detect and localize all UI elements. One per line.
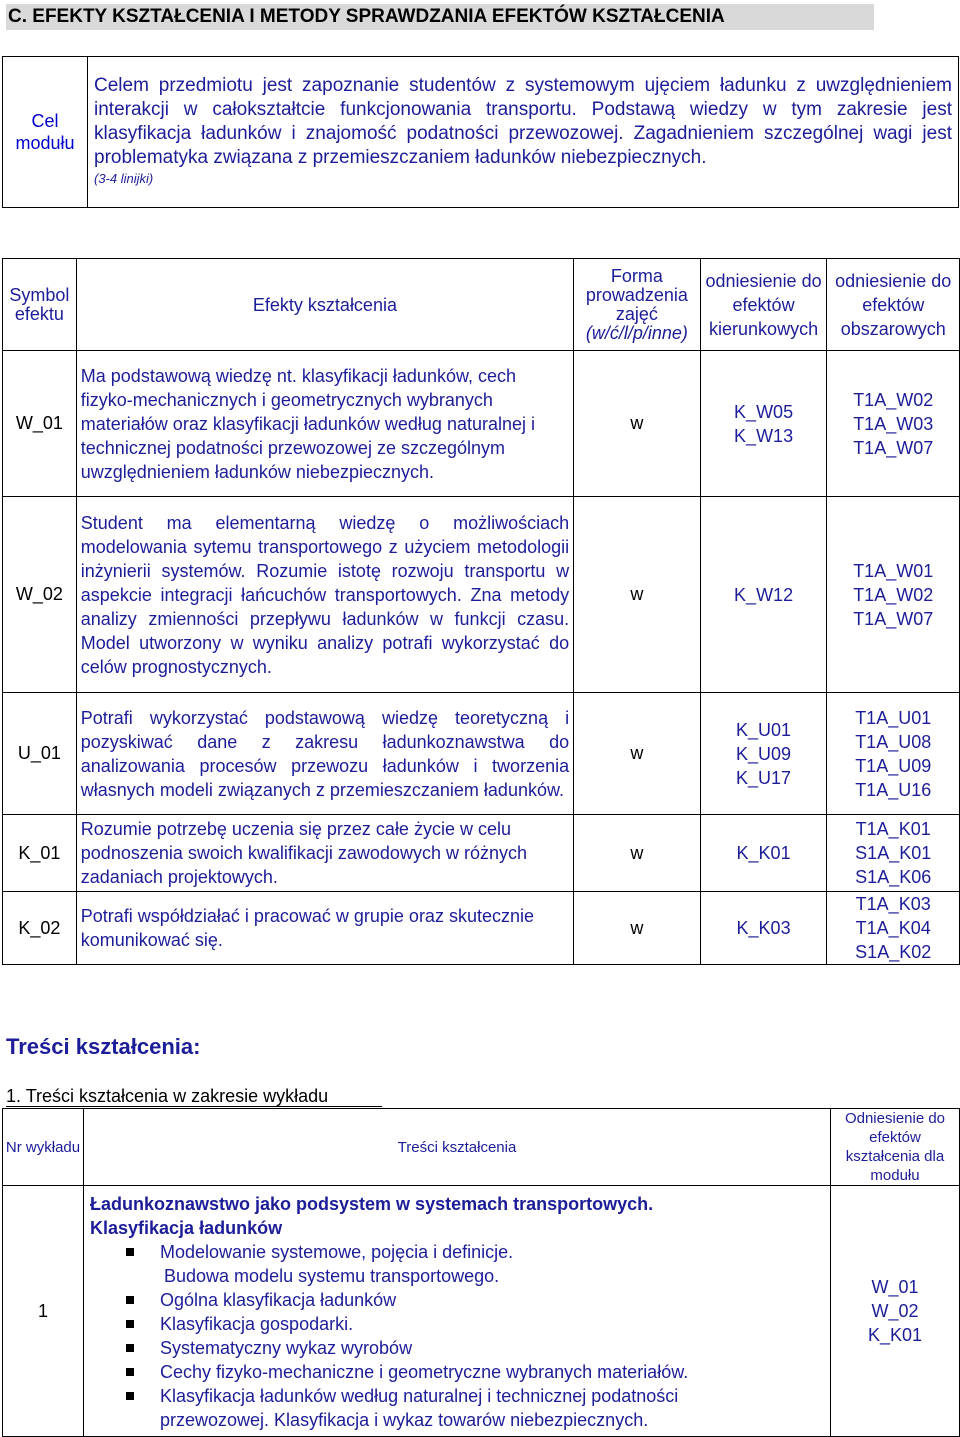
outcome-text: Potrafi wykorzystać podstawową wiedzę teoretyczną i pozyskiwać dane z zakresu ładunkoznawstwa do analizowania procesów przewozu ładunków i tworzenia własnych modeli związanych z przemieszczaniem ładunków. [76,693,573,815]
obs-item: T1A_W01 [853,560,934,581]
outcome-text: Ma podstawową wiedzę nt. klasyfikacji ładunków, cech fizyko-mechanicznych i geometrycznych wybranych materiałów oraz klasyfikacji ładunków według naturalnej i technicznej podatności przewozowej ze szczególnym uwzględnieniem ładunków niebezpiecznych. [76,351,573,497]
outcome-symbol: K_02 [3,892,77,965]
outcome-symbol: U_01 [3,693,77,815]
lecture-item [90,1264,824,1288]
obs-item: T1A_K01 [855,819,931,839]
outcome-symbol: W_02 [3,497,77,693]
outcome-form: w [574,693,701,815]
header-ref: Odniesienie do efektów kształcenia dla modułu [831,1109,960,1186]
outcomes-table [2,258,960,965]
lecture-nr: 1 [3,1186,84,1437]
kier-item: K_W12 [734,584,794,605]
outcomes-header-row [3,259,960,351]
outcome-row [3,815,960,892]
outcome-kier [700,892,827,965]
lecture-item [90,1240,824,1264]
obs-item: T1A_U01 [855,707,932,728]
obs-item: T1A_W07 [853,608,934,629]
lecture-table [2,1108,960,1437]
outcome-text: Student ma elementarną wiedzę o możliwościach modelowania sytemu transportowego z użyciem metodologii inżynierii systemów. Rozumie istotę rozwoju transportu w aspekcie integracji łańcuchów transportowych. Zna metody analizy zmienności przepływu ładunków w funkcji czasu. Model utworzony w wyniku analizy potrafi wykorzystać do celów prognostycznych. [76,497,573,693]
kier-item: K_W05 [734,401,794,422]
lecture-item [90,1384,824,1408]
goal-text: Celem przedmiotu jest zapoznanie studentów z systemowym ujęciem ładunku z uwzględnieniem interakcji w całokształtcie funkcjonowania transportu. Podstawą wiedzy w tym zakresie jest klasyfikacja ładunków i znajomość podatności przewozowej. Zagadnieniem szczególnej wagi jest problematyka związana z przemieszczaniem ładunków niebezpiecznych. [94,75,952,168]
header-effects: Efekty kształcenia [76,259,573,351]
lecture-item-text: Modelowanie systemowe, pojęcia i definicje. [160,1242,514,1262]
lecture-item-text: przewozowej. Klasyfikacja i wykaz towarów niebezpiecznych. [160,1410,649,1430]
obs-item: S1A_K06 [855,867,932,887]
outcome-row [3,892,960,965]
outcome-symbol: W_01 [3,351,77,497]
outcome-row [3,693,960,815]
outcome-form: w [574,815,701,892]
outcome-form: w [574,497,701,693]
obs-item: T1A_U16 [855,779,932,800]
lecture-refs [831,1186,960,1437]
obs-item: T1A_W07 [853,437,934,458]
bullet-icon [126,1368,134,1376]
outcome-kier [700,351,827,497]
outcome-text: Rozumie potrzebę uczenia się przez całe życie w celu podnoszenia swoich kwalifikacji zawodowych w różnych zadaniach projektowych. [76,815,573,892]
header-form-hint: (w/ć/l/p/inne) [585,322,688,343]
bullet-icon [126,1248,134,1256]
outcome-row [3,497,960,693]
obs-item: T1A_W03 [853,413,934,434]
outcome-obs [827,693,960,815]
lecture-item-text: Klasyfikacja gospodarki. [160,1314,354,1334]
kier-item: K_W13 [734,425,794,446]
lecture-item-text: Klasyfikacja ładunków według naturalnej i technicznej podatności [160,1386,679,1406]
lecture-row [3,1186,960,1437]
header-kier: odniesienie do efektów kierunkowych [700,259,827,351]
ref-item: W_02 [871,1301,919,1321]
ref-item: W_01 [871,1277,919,1297]
tresci-underline [6,1106,382,1107]
lecture-item-text: Cechy fizyko-mechaniczne i geometryczne wybranych materiałów. [160,1362,689,1382]
outcome-kier [700,815,827,892]
outcome-kier [700,497,827,693]
lecture-header-row [3,1109,960,1186]
kier-item: K_U01 [736,719,792,740]
outcome-text: Potrafi współdziałać i pracować w grupie oraz skutecznie komunikować się. [76,892,573,965]
goal-table [2,56,959,208]
kier-item: K_K03 [736,918,791,938]
obs-item: T1A_U08 [855,731,932,752]
outcome-obs [827,892,960,965]
tresci-subtitle: 1. Treści kształcenia w zakresie wykładu [6,1086,329,1106]
outcome-obs [827,815,960,892]
lecture-item [90,1360,824,1384]
outcome-obs [827,497,960,693]
kier-item: K_K01 [736,843,791,863]
lecture-item-text: Systematyczny wykaz wyrobów [160,1338,413,1358]
header-symbol: Symbol efektu [3,259,77,351]
header-form [574,259,701,351]
outcome-form: w [574,892,701,965]
header-nr: Nr wykładu [3,1109,84,1186]
goal-label-line1: Cel [31,111,59,131]
header-content: Treści kształcenia [84,1109,831,1186]
lecture-item [90,1288,824,1312]
kier-item: K_U17 [736,767,792,788]
ref-item: K_K01 [867,1325,923,1345]
header-form-label: Forma prowadzenia zajęć [585,265,688,324]
obs-item: S1A_K01 [855,843,932,863]
outcome-symbol: K_01 [3,815,77,892]
lecture-item [90,1336,824,1360]
outcome-obs [827,351,960,497]
tresci-title: Treści kształcenia: [6,1034,201,1059]
obs-item: T1A_K03 [855,894,931,914]
obs-item: T1A_K04 [855,918,931,938]
obs-item: T1A_W02 [853,389,934,410]
obs-item: T1A_W02 [853,584,934,605]
lecture-item [90,1408,824,1432]
outcome-row [3,351,960,497]
obs-item: S1A_K02 [855,942,932,962]
goal-hint: (3-4 linijki) [94,171,154,186]
lecture-subtitle: Klasyfikacja ładunków [90,1218,283,1238]
obs-item: T1A_U09 [855,755,932,776]
lecture-item [90,1312,824,1336]
bullet-icon [126,1344,134,1352]
bullet-icon [126,1392,134,1400]
lecture-title: Ładunkoznawstwo jako podsystem w systemach transportowych. [90,1194,654,1214]
goal-label-line2: modułu [15,133,75,153]
bullet-icon [126,1320,134,1328]
outcome-kier [700,693,827,815]
outcome-form: w [574,351,701,497]
goal-text-cell [88,57,959,208]
section-heading: C. EFEKTY KSZTAŁCENIA I METODY SPRAWDZANIA EFEKTÓW KSZTAŁCENIA [6,4,874,30]
lecture-item-text: Ogólna klasyfikacja ładunków [160,1290,397,1310]
bullet-icon [126,1296,134,1304]
lecture-item-text: Budowa modelu systemu transportowego. [164,1266,500,1286]
kier-item: K_U09 [736,743,792,764]
lecture-content [84,1186,831,1437]
header-obs: odniesienie do efektów obszarowych [827,259,960,351]
goal-label [3,57,88,208]
